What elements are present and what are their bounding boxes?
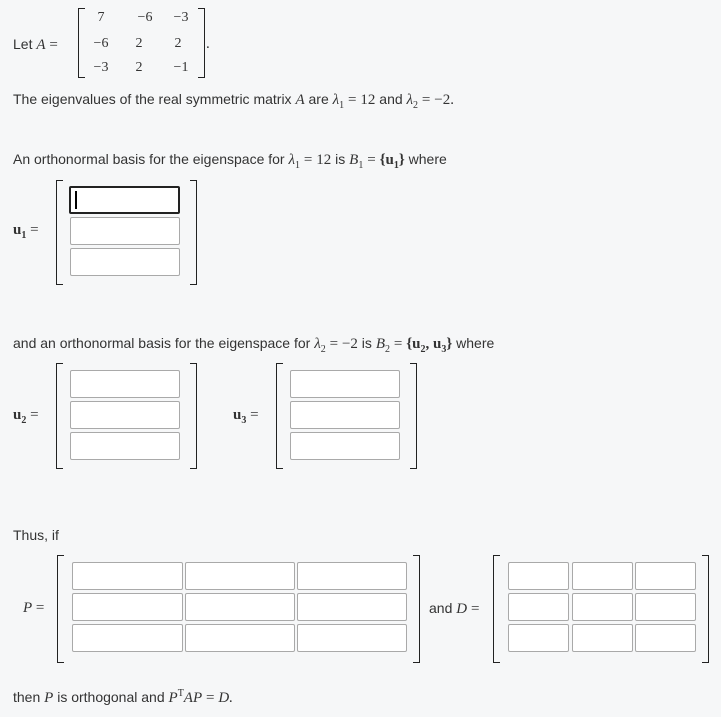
p-input-r1c3[interactable]	[297, 562, 407, 590]
matrix-a-cell: −3	[173, 10, 189, 25]
conclusion-then: then	[13, 689, 41, 705]
d-label	[429, 600, 479, 618]
d-right-bracket	[702, 555, 709, 663]
p-eq: =	[35, 600, 45, 616]
lambda2-sub: 2	[413, 100, 419, 111]
matrix-a-cell: −3	[93, 60, 109, 75]
u2-label	[13, 407, 39, 426]
p-left-bracket	[57, 555, 64, 663]
basis1-where: where	[408, 151, 447, 167]
u1-label	[13, 222, 39, 241]
eigen-a: A	[295, 92, 305, 108]
d-input-r2c3[interactable]	[635, 593, 696, 621]
basis1-set-end: }	[398, 152, 405, 168]
matrix-a-cell: 2	[135, 60, 143, 75]
eq: =	[303, 152, 313, 168]
lambda1-value: 12	[360, 92, 376, 108]
intro-period: .	[206, 36, 210, 52]
u1-right-bracket	[190, 180, 197, 285]
basis1-value: 12	[316, 152, 332, 168]
conclusion-transpose: T	[177, 688, 184, 699]
basis1-B-sub: 1	[358, 160, 364, 171]
conclusion-p: P	[44, 690, 54, 706]
u2-input-3[interactable]	[70, 432, 180, 460]
matrix-a-cell: 7	[97, 10, 105, 25]
basis1-lambda-sub: 1	[295, 160, 300, 171]
d-input-r2c2[interactable]	[572, 593, 633, 621]
p-input-r2c1[interactable]	[72, 593, 183, 621]
lambda1-sub: 1	[339, 100, 345, 111]
p-input-r3c1[interactable]	[72, 624, 183, 652]
p-input-r2c3[interactable]	[297, 593, 407, 621]
let-text: Let	[13, 36, 33, 52]
matrix-a-cell: −6	[93, 36, 109, 51]
matrix-a-left-bracket	[78, 8, 85, 78]
d-letter: D	[456, 601, 468, 617]
lambda1-symbol: λ	[332, 92, 340, 108]
u1-input-1[interactable]	[69, 186, 180, 214]
u3-eq: =	[250, 407, 259, 423]
matrix-a-cell: −1	[173, 60, 189, 75]
eigen-are: are	[308, 91, 329, 107]
p-input-r2c2[interactable]	[185, 593, 295, 621]
eigenvalues-statement	[13, 91, 454, 111]
basis1-set: {u	[379, 152, 394, 168]
basis2-lambda-sub: 2	[320, 344, 326, 355]
basis2-B: B	[375, 336, 385, 352]
basis2-B-sub: 2	[384, 344, 390, 355]
u3-input-2[interactable]	[290, 401, 400, 429]
u3-label	[233, 407, 259, 426]
p-letter: P	[23, 600, 33, 616]
basis1-statement	[13, 151, 447, 171]
matrix-a-cell: 2	[174, 36, 182, 51]
equals-sign: =	[49, 37, 58, 53]
basis1-B: B	[349, 152, 359, 168]
eigen-prefix: The eigenvalues of the real symmetric matrix	[13, 91, 292, 107]
p-input-r3c3[interactable]	[297, 624, 407, 652]
d-input-r1c3[interactable]	[635, 562, 696, 590]
matrix-a-cell: 2	[135, 36, 143, 51]
basis2-set: {u	[406, 336, 421, 352]
basis2-set-sub: 2	[420, 344, 426, 355]
u3-right-bracket	[410, 363, 417, 469]
eq: =	[348, 92, 357, 108]
d-input-r3c2[interactable]	[572, 624, 633, 652]
let-label	[13, 36, 58, 54]
u3-sub: 3	[241, 415, 247, 426]
basis2-statement	[13, 335, 494, 355]
thus-text: Thus, if	[13, 527, 59, 543]
conclusion-eq: =	[206, 690, 215, 706]
eq: =	[393, 336, 403, 352]
d-input-r3c1[interactable]	[508, 624, 569, 652]
u3-input-3[interactable]	[290, 432, 400, 460]
d-input-r1c2[interactable]	[572, 562, 633, 590]
basis2-is: is	[361, 335, 372, 351]
d-eq: =	[470, 601, 480, 617]
p-input-r1c1[interactable]	[72, 562, 183, 590]
basis2-value: −2	[341, 336, 358, 352]
eq: =	[421, 92, 431, 108]
d-left-bracket	[493, 555, 500, 663]
conclusion-ap: AP	[183, 690, 203, 706]
u2-right-bracket	[190, 363, 197, 469]
u2-input-2[interactable]	[70, 401, 180, 429]
basis2-prefix: and an orthonormal basis for the eigenspace for	[13, 335, 311, 351]
u3-input-1[interactable]	[290, 370, 400, 398]
d-input-r3c3[interactable]	[635, 624, 696, 652]
matrix-a-name: A	[36, 37, 46, 53]
u1-input-3[interactable]	[70, 248, 180, 276]
p-input-r1c2[interactable]	[185, 562, 295, 590]
text-caret	[75, 191, 77, 209]
u2-input-1[interactable]	[70, 370, 180, 398]
eq: =	[367, 152, 376, 168]
matrix-a-cell: −6	[137, 10, 153, 25]
basis2-set-sub2: 3	[441, 344, 447, 355]
d-input-r2c1[interactable]	[508, 593, 569, 621]
eq: =	[329, 336, 339, 352]
u1-letter: u	[13, 222, 22, 238]
lambda2-symbol: λ	[406, 92, 414, 108]
basis2-lambda: λ	[314, 336, 321, 352]
p-right-bracket	[413, 555, 420, 663]
conclusion-d: D.	[218, 690, 233, 706]
basis1-lambda: λ	[288, 152, 295, 168]
basis1-set-sub: 1	[393, 160, 399, 171]
conclusion-ptap-p: P	[168, 690, 178, 706]
basis2-set-end: }	[446, 336, 453, 352]
matrix-a-right-bracket	[198, 8, 205, 78]
conclusion-is-orth: is orthogonal and	[57, 689, 165, 705]
u2-sub: 2	[21, 415, 27, 426]
u2-eq: =	[30, 407, 39, 423]
u1-sub: 1	[21, 230, 27, 241]
u2-left-bracket	[56, 363, 63, 469]
basis2-where: where	[456, 335, 495, 351]
u3-letter: u	[233, 407, 242, 423]
u2-letter: u	[13, 407, 22, 423]
basis1-is: is	[335, 151, 346, 167]
basis2-set-comma: , u	[425, 336, 442, 352]
lambda2-value: −2.	[434, 92, 454, 108]
basis1-prefix: An orthonormal basis for the eigenspace for	[13, 151, 285, 167]
p-label	[23, 600, 44, 617]
u1-left-bracket	[56, 180, 63, 285]
u1-input-2[interactable]	[70, 217, 180, 245]
conclusion-statement	[13, 688, 233, 707]
u1-eq: =	[30, 222, 39, 238]
d-and: and	[429, 600, 453, 616]
eigen-and: and	[379, 91, 403, 107]
d-input-r1c1[interactable]	[508, 562, 569, 590]
p-input-r3c2[interactable]	[185, 624, 295, 652]
u3-left-bracket	[276, 363, 283, 469]
